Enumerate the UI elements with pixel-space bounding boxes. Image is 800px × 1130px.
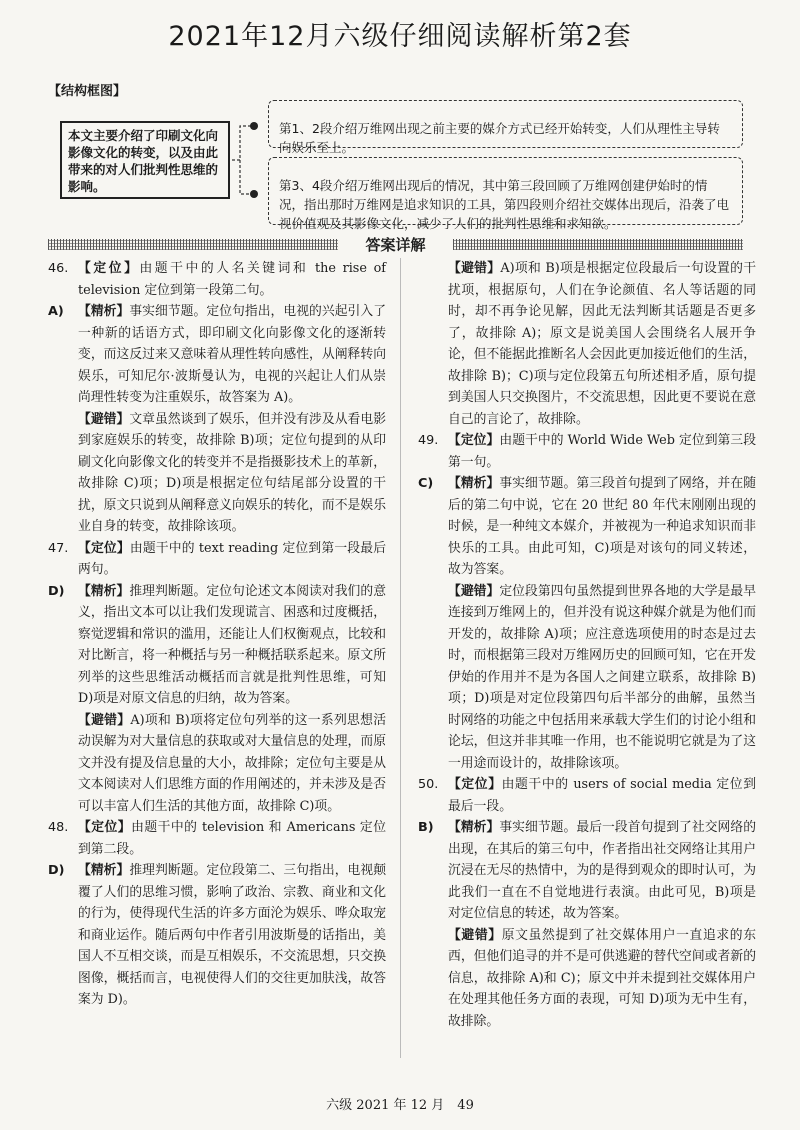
analysis-text: 事实细节题。第三段首句提到了网络，并在随后的第二句中说，它在 20 世纪 80 年代末刚刚出现的时候，是一种纯文本媒介，并被视为一种追求知识而非快乐的工具。由此可知，C)项是对该句的同义转述，故为答案。	[448, 476, 757, 577]
structure-label: 【结构框图】	[48, 84, 127, 99]
analysis-text: 推理判断题。定位段第二、三句指出，电视颠覆了人们的思维习惯，影响了政治、宗教、商业和文化的行为，使得现代生活的许多方面沦为娱乐、哗众取宠和商业运作。随后两句中作者引用波斯曼的话指出，美国人不互相交谈，而是互相娱乐，不交流思想，只交换图像，概括而言，电视使得人们的交往更加肤浅，故答案为 D)。	[78, 863, 387, 1007]
question-46-analysis	[48, 301, 386, 409]
question-46-exclude	[48, 409, 386, 538]
diagram-connector	[230, 112, 260, 208]
question-number: 47.	[48, 540, 69, 556]
analysis-tag: 【精析】	[448, 476, 500, 491]
analysis-tag: 【精析】	[78, 863, 130, 878]
summary-box: 本文主要介绍了印刷文化向影像文化的转变，以及由此带来的对人们批判性思维的影响。	[60, 121, 230, 199]
branch-box-paragraphs-3-4	[268, 157, 743, 231]
locate-tag: 【定位】	[448, 433, 500, 448]
question-46-locate	[48, 258, 386, 301]
answer-letter: D)	[48, 583, 65, 599]
right-column	[418, 258, 756, 1032]
question-49-exclude	[418, 581, 756, 775]
locate-text: 由题干中的 text reading 定位到第一段最后两句。	[78, 540, 387, 577]
answer-letter: D)	[48, 863, 65, 878]
analysis-text: 推理判断题。定位句论述文本阅读对我们的意义，指出文本可以让我们发现谎言、困惑和过度概括，察觉逻辑和常识的滥用，还能让人们权衡观点，比较和对比断言，将一种概括与另一种概括联系起来。原文所列举的这些思维活动概括而言就是批判性思维，可知 D)项是对原文信息的归纳，故为答案。	[78, 583, 387, 706]
exclude-text: A)项和 B)项将定位句列举的这一系列思想活动误解为对大量信息的获取或对大量信息的处理，而原文并没有提及信息量的大小，故排除；定位句主要是从文本阅读对人们思维方面的作用阐述的，并未涉及是否可以丰富人们生活的其他方面，故排除 C)项。	[78, 712, 387, 814]
locate-tag: 【定位】	[78, 820, 132, 835]
page-title: 2021年12月六级仔细阅读解析第2套	[168, 21, 632, 52]
question-number: 48.	[48, 820, 69, 835]
question-47-locate	[48, 538, 386, 581]
section-divider	[48, 236, 743, 252]
question-50-analysis	[418, 817, 756, 925]
divider-pattern-left	[48, 239, 338, 250]
question-50-exclude	[418, 925, 756, 1033]
left-column	[48, 258, 386, 1011]
analysis-tag: 【精析】	[78, 304, 130, 319]
branch-text-2: 第3、4段介绍万维网出现后的情况，其中第三段回顾了万维网创建伊始时的情况，指出那时万维网是追求知识的工具，第四段则介绍社交媒体出现后，沿袭了电视价值观及其影像文化，减少了人们的批判性思维和求知欲。	[279, 177, 730, 231]
locate-text: 由题干中的 users of social media 定位到最后一段。	[448, 777, 756, 814]
question-48-analysis	[48, 860, 386, 1011]
exclude-tag: 【避错】	[448, 583, 500, 599]
question-50-locate	[418, 774, 756, 817]
exclude-text: A)项和 B)项是根据定位段最后一句设置的干扰项，根据原句，人们在争论颜值、名人等话题的同时，却不再争论见解，因此无法判断其话题是否更多了，故排除 A)；原文是说美国人会围绕名人展开争论，但不能据此推断名人会因此更加接近他们的生活，故排除 B)；C)项与定位段第五句所述相矛盾，原句提到美国人只交换图片，不交流思想，因此更不要说在意自己的言论了，故排除。	[448, 261, 757, 427]
exclude-tag: 【避错】	[448, 261, 501, 276]
answer-letter: B)	[418, 820, 434, 835]
question-48-exclude	[418, 258, 756, 430]
exclude-tag: 【避错】	[78, 712, 131, 728]
locate-text: 由题干中的 television 和 Americans 定位到第二段。	[78, 820, 386, 857]
question-47-analysis	[48, 581, 386, 710]
question-49-analysis	[418, 473, 756, 581]
analysis-text: 事实细节题。定位句指出，电视的兴起引入了一种新的话语方式，即印刷文化向影像文化的逐渐转变，而这反过来又意味着从理性转向感性，从阐释转向娱乐，可知尼尔·波斯曼认为，电视的兴起让人们从崇尚理性转变为注重娱乐，故答案为 A)。	[78, 304, 387, 405]
question-47-exclude	[48, 710, 386, 818]
question-number: 49.	[418, 433, 439, 448]
answer-letter: A)	[48, 304, 64, 319]
column-divider	[400, 258, 401, 1058]
exclude-tag: 【避错】	[78, 411, 130, 427]
branch-text-1: 第1、2段介绍万维网出现之前主要的媒介方式已经开始转变，人们从理性主导转向娱乐至上。	[279, 120, 720, 155]
locate-text: 由题干中的人名关键词和 the rise of television 定位到第一段第二句。	[78, 261, 387, 298]
question-49-locate	[418, 430, 756, 473]
analysis-tag: 【精析】	[78, 583, 130, 599]
exclude-text: 文章虽然谈到了娱乐，但并没有涉及从看电影到家庭娱乐的转变，故排除 B)项；定位句提到的从印刷文化向影像文化的转变并不是指摄影技术上的革新，故排除 C)项；D)项是根据定位句结尾部分设置的干扰，原文只说到从阐释意义向娱乐的转化，而不是娱乐业自身的转变，故排除该项。	[78, 411, 387, 534]
locate-text: 由题干中的 World Wide Web 定位到第三段第一句。	[448, 433, 757, 470]
question-number: 50.	[418, 777, 439, 792]
locate-tag: 【定位】	[78, 261, 140, 276]
exclude-tag: 【避错】	[448, 927, 502, 943]
locate-tag: 【定位】	[78, 540, 130, 556]
exclude-text: 定位段第四句虽然提到世界各地的大学是最早连接到万维网上的，但并没有说这种媒介就是为他们而开发的，故排除 A)项；应注意选项使用的时态是过去时，而根据第三段对万维网历史的回顾可知，它在开发伊始的作用并不是为各国人之间建立联系，故排除 B)项；D)项是对定位段第四句后半部分的曲解，虽然当时网络的功能之中包括用来承载大学生们的讨论小组和论坛，但这并非其唯一作用，也不能说明它就是为了这一用途而设计的，故排除该项。	[448, 583, 757, 771]
question-48-locate	[48, 817, 386, 860]
divider-pattern-right	[453, 239, 743, 250]
question-number: 46.	[48, 261, 69, 276]
page-footer: 六级 2021 年 12 月 49	[326, 1098, 474, 1113]
exclude-text: 原文虽然提到了社交媒体用户一直追求的东西，但他们追寻的并不是可供逃避的替代空间或者新的信息，故排除 A)和 C)；原文中并未提到社交媒体用户在处理其他任务方面的表现，可知 D)项为无中生有，故排除。	[448, 927, 757, 1029]
answer-letter: C)	[418, 476, 434, 491]
branch-box-paragraphs-1-2	[268, 100, 743, 155]
analysis-text: 事实细节题。最后一段首句提到了社交网络的出现，在其后的第三句中，作者指出社交网络让其用户沉浸在无尽的热情中，为的是得到观众的即时认可，为此我们一直在不自觉地进行表演。由此可见，B)项是对定位信息的转述，故为答案。	[448, 820, 757, 921]
section-title: 答案详解	[365, 236, 426, 254]
analysis-tag: 【精析】	[448, 820, 500, 835]
locate-tag: 【定位】	[448, 777, 502, 792]
